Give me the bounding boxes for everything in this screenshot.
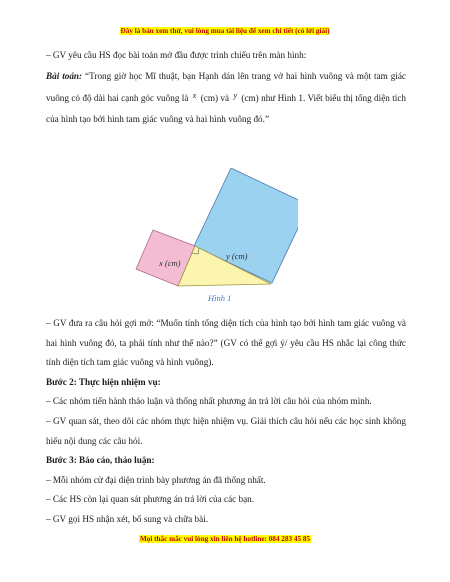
problem-paragraph [46, 66, 406, 130]
var-x: x [192, 91, 197, 101]
step3-item-1: – Mỗi nhóm cử đại diện trình bày phương án đã thống nhất. [46, 474, 266, 485]
step3-item-2: – Các HS còn lại quan sát phương án trả lời của các bạn. [46, 494, 255, 505]
step2-item-2: – GV quan sát, theo dõi các nhóm thực hiện nhiệm vụ. Giải thích câu hỏi nếu các học sinh không hiểu nội dung các câu hỏi. [46, 415, 406, 446]
step3-heading: Bước 3: Báo cáo, thảo luận: [46, 455, 155, 466]
step2-item-1: – Các nhóm tiến hành thảo luận và thống nhất phương án trả lời câu hỏi của nhóm mình. [46, 396, 372, 407]
problem-text-1: “Trong giờ học Mĩ thuật, bạn Hạnh dán lên trang vở hai hình vuông và một tam giác vuông có độ dài hai cạnh góc vuông là [46, 70, 407, 104]
document-body-top [46, 46, 406, 129]
figure-caption: Hình 1 [208, 293, 232, 303]
step2-heading: Bước 2: Thực hiện nhiệm vụ: [46, 376, 161, 387]
header-banner [0, 27, 450, 35]
step3-item-3: – GV gọi HS nhận xét, bổ sung và chữa bài. [46, 513, 208, 524]
problem-label: Bài toán: [46, 70, 83, 81]
footer-banner-text: Mọi thắc mắc vui lòng xin liên hệ hotline: 084 283 45 85 [139, 535, 311, 543]
document-body-bottom [46, 314, 406, 530]
label-x: x (cm) [159, 258, 181, 268]
footer-banner [0, 535, 450, 543]
figure-hinh-1 [128, 168, 298, 308]
problem-text-2: (cm) và [198, 93, 232, 104]
header-banner-text: Đây là bản xem thử, vui lòng mua tài liệu để xem chi tiết (có lời giải) [120, 27, 330, 35]
problem-text-3: (cm) như Hình 1. Viết biểu thị tổng diện tích của hình tạo bởi hình tam giác vuông và hai hình vuông đó.” [46, 93, 407, 124]
hint-paragraph: – GV đưa ra câu hỏi gợi mở: “Muốn tính tổng diện tích của hình tạo bởi hình tam giác vuông và hai hình vuông đó, ta phải tính như thế nào?” (GV có thể gợi ý/ yêu cầu HS nhắc lại công thức tính diện tích tam giác vuông và hình vuông). [46, 318, 406, 368]
intro-line: – GV yêu cầu HS đọc bài toán mở đầu được trình chiếu trên màn hình: [46, 50, 307, 60]
label-y: y (cm) [226, 251, 248, 261]
var-y: y [233, 91, 238, 101]
